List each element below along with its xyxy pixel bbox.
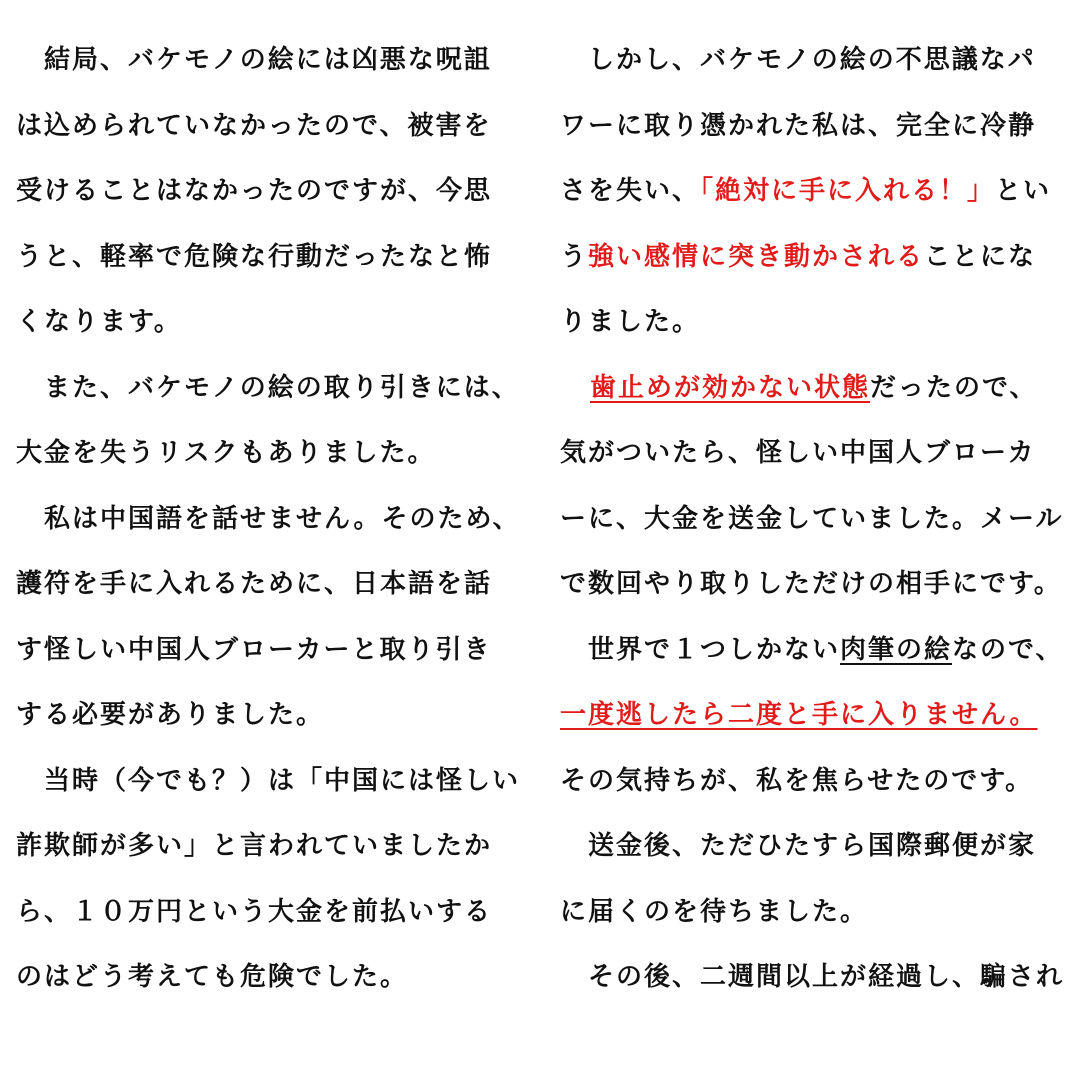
text-line: しかし、バケモノの絵の不思議なパ [560, 45, 1036, 75]
text-line: で数回やり取りしただけの相手にです。 [560, 569, 1062, 599]
text-line [560, 159, 1070, 225]
text-run: とい [995, 176, 1052, 206]
text-line: うと、軽率で危険な行動だったなと怖 [16, 241, 493, 272]
text-line: 結局、バケモノの絵には凶悪な呪詛 [16, 45, 492, 75]
text-line: 護符を手に入れるために、日本語を話 [16, 569, 493, 599]
text-line: りました。 [560, 307, 701, 337]
text-run: ことにな [924, 241, 1037, 272]
text-line: 受けることはなかったのですが、今思 [16, 176, 493, 206]
text-line: その後、二週間以上が経過し、騙され [560, 962, 1065, 992]
text-line [560, 683, 1070, 749]
emphasis-underlined-sentence: 一度逃したら二度と手に入りません。 [560, 700, 1038, 730]
text-line [560, 618, 1070, 684]
text-line: す怪しい中国人ブローカーと取り引き [16, 634, 492, 665]
text-line [560, 356, 1070, 422]
text-line: ら、１０万円という大金を前払いする [16, 896, 493, 927]
text-line: くなります。 [16, 307, 182, 337]
text-line: する必要がありました。 [16, 700, 325, 730]
left-column [16, 28, 526, 1011]
text-line: に届くのを待ちました。 [560, 896, 869, 927]
text-run: だったので、 [870, 372, 1038, 403]
text-line: ーに、大金を送金していました。メール [560, 503, 1064, 534]
text-line: 送金後、ただひたすら国際郵便が家 [560, 831, 1037, 861]
text-line: 私は中国語を話せません。そのため、 [16, 503, 521, 534]
text-run: なので、 [952, 634, 1064, 665]
text-line: 当時（今でも？）は「中国には怪しい [16, 765, 521, 796]
text-line: その気持ちが、私を焦らせたのです。 [560, 765, 1034, 796]
text-line [560, 225, 1070, 291]
text-line: また、バケモノの絵の取り引きには、 [16, 372, 520, 403]
emphasis-underlined-phrase: 歯止めが効かない状態 [590, 372, 871, 403]
text-line: のはどう考えても危険でした。 [16, 962, 409, 992]
text-line: 詐欺師が多い」と言われていましたか [16, 831, 493, 861]
emphasis-phrase: 強い感情に突き動かされる [588, 241, 925, 272]
text-run: さを失い、 [560, 176, 701, 206]
text-line: ワーに取り憑かれた私は、完全に冷静 [560, 110, 1037, 141]
right-column [560, 28, 1070, 1011]
text-line: 気がついたら、怪しい中国人ブローカ [560, 438, 1036, 468]
underlined-phrase: 肉筆の絵 [840, 634, 953, 665]
text-line: 大金を失うリスクもありました。 [16, 438, 436, 468]
text-line: は込められていなかったので、被害を [16, 110, 492, 141]
text-run: う [560, 241, 589, 272]
emphasis-quote: 「絶対に手に入れる！」 [700, 176, 996, 206]
text-run: 世界で１つしかない [560, 634, 841, 665]
